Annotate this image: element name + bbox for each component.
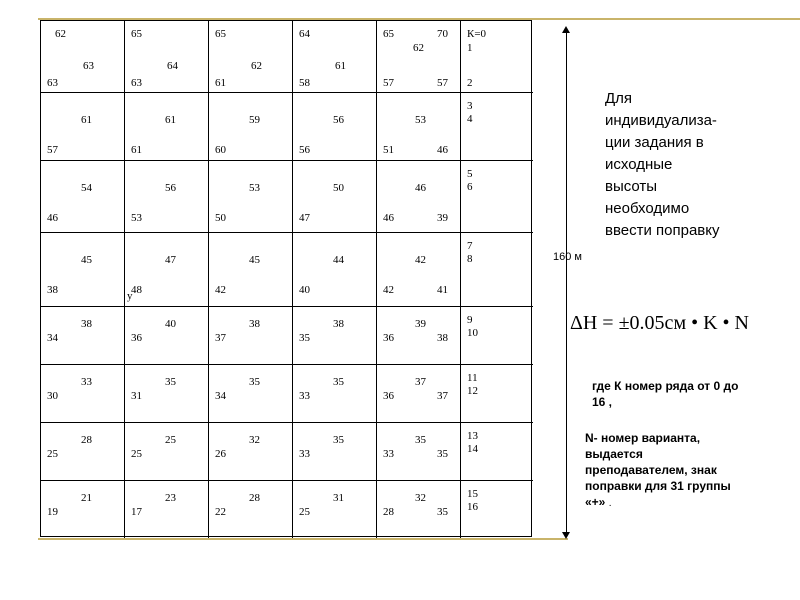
- grid-value: 35: [333, 376, 344, 388]
- grid-value: 35: [437, 448, 448, 460]
- grid-value: 59: [249, 114, 260, 126]
- sign-value: «+»: [585, 495, 606, 509]
- grid-cell: [41, 93, 125, 161]
- grid-cell: [41, 21, 125, 93]
- grid-value: 10: [467, 327, 478, 339]
- grid-value: 32: [249, 434, 260, 446]
- grid-value: 63: [131, 77, 142, 89]
- grid-value: 38: [47, 284, 58, 296]
- grid-cell: [209, 481, 293, 538]
- grid-cell: [125, 161, 209, 233]
- note-n-line1: N- номер варианта,: [585, 431, 701, 445]
- grid-value: 36: [383, 390, 394, 402]
- grid-value: 53: [249, 182, 260, 194]
- grid-value: 61: [81, 114, 92, 126]
- grid-cell: [125, 93, 209, 161]
- grid-value: 33: [299, 390, 310, 402]
- grid-value: 38: [333, 318, 344, 330]
- grid-cell: [209, 423, 293, 481]
- grid-value: 5: [467, 168, 473, 180]
- note-n: [585, 430, 731, 512]
- arrow-up-icon: [562, 26, 570, 33]
- grid-value: 42: [415, 254, 426, 266]
- grid-value: 65: [383, 28, 394, 40]
- side-text-line: высоты: [605, 178, 658, 195]
- grid-value: 33: [299, 448, 310, 460]
- grid-value: 4: [467, 113, 473, 125]
- side-text-line: ввести поправку: [605, 222, 720, 239]
- arrow-down-icon: [562, 532, 570, 539]
- grid-value: 40: [299, 284, 310, 296]
- grid-value: 48: [131, 284, 142, 296]
- grid-value: 62: [413, 42, 424, 54]
- grid-value: 56: [165, 182, 176, 194]
- row-index-cell: [461, 481, 533, 538]
- grid-cell: [41, 161, 125, 233]
- grid-value: 50: [215, 212, 226, 224]
- grid-value: 28: [81, 434, 92, 446]
- grid-cell: [209, 161, 293, 233]
- grid-value: 46: [47, 212, 58, 224]
- grid-value: 28: [249, 492, 260, 504]
- grid-value: 30: [47, 390, 58, 402]
- grid-value: 34: [47, 332, 58, 344]
- bottom-rule: [38, 538, 568, 540]
- grid-value: 39: [437, 212, 448, 224]
- grid-value: 3: [467, 100, 473, 112]
- grid-cell: [125, 233, 209, 307]
- grid-cell: [125, 21, 209, 93]
- grid-value: К=0: [467, 28, 487, 40]
- grid-cell: [377, 365, 461, 423]
- grid-value: 8: [467, 253, 473, 265]
- grid-value: 2: [467, 77, 473, 89]
- side-text-line: индивидуализа-: [605, 112, 717, 129]
- grid-value: 42: [383, 284, 394, 296]
- row-index-cell: [461, 307, 533, 365]
- grid-value: 61: [165, 114, 176, 126]
- grid-mark: y: [127, 290, 133, 302]
- grid-value: 9: [467, 314, 473, 326]
- grid-value: 31: [333, 492, 344, 504]
- grid-value: 47: [299, 212, 310, 224]
- grid-value: 25: [299, 506, 310, 518]
- grid-value: 35: [437, 506, 448, 518]
- grid-value: 33: [81, 376, 92, 388]
- grid-cell: [209, 365, 293, 423]
- grid-value: 51: [383, 144, 394, 156]
- grid-value: 61: [215, 77, 226, 89]
- grid-cell: [41, 233, 125, 307]
- grid-value: 14: [467, 443, 478, 455]
- grid-value: 26: [215, 448, 226, 460]
- grid-value: 33: [383, 448, 394, 460]
- grid-cell: [125, 423, 209, 481]
- grid-cell: [293, 307, 377, 365]
- grid-value: 15: [467, 488, 478, 500]
- grid-value: 23: [165, 492, 176, 504]
- row-index-cell: [461, 21, 533, 93]
- grid-value: 12: [467, 385, 478, 397]
- grid-value: 56: [333, 114, 344, 126]
- grid-value: 41: [437, 284, 448, 296]
- note-k-line1: где К номер ряда от 0 до: [592, 379, 739, 393]
- grid-value: 44: [333, 254, 344, 266]
- grid-cell: [125, 365, 209, 423]
- elevation-grid: [40, 20, 532, 537]
- grid-value: 40: [165, 318, 176, 330]
- grid-value: 32: [415, 492, 426, 504]
- grid-value: 37: [215, 332, 226, 344]
- grid-cell: [377, 161, 461, 233]
- grid-value: 61: [131, 144, 142, 156]
- grid-cell: [377, 233, 461, 307]
- grid-value: 25: [47, 448, 58, 460]
- grid-cell: [209, 307, 293, 365]
- grid-cell: [377, 481, 461, 538]
- grid-value: 1: [467, 42, 473, 54]
- grid-value: 35: [249, 376, 260, 388]
- row-index-cell: [461, 161, 533, 233]
- grid-value: 21: [81, 492, 92, 504]
- grid-value: 19: [47, 506, 58, 518]
- side-text-line: исходные: [605, 156, 673, 173]
- note-n-tail: .: [608, 498, 612, 509]
- grid-value: 64: [299, 28, 310, 40]
- grid-cell: [209, 233, 293, 307]
- grid-cell: [293, 161, 377, 233]
- grid-value: 7: [467, 240, 473, 252]
- dimension-label: 160 м: [553, 251, 582, 263]
- note-k-line2: 16 ,: [592, 395, 613, 409]
- grid-cell: [377, 307, 461, 365]
- grid-value: 17: [131, 506, 142, 518]
- grid-value: 34: [215, 390, 226, 402]
- grid-value: 35: [165, 376, 176, 388]
- grid-value: 13: [467, 430, 478, 442]
- side-text-line: Для: [605, 90, 633, 107]
- grid-value: 47: [165, 254, 176, 266]
- grid-cell: [293, 481, 377, 538]
- grid-value: 6: [467, 181, 473, 193]
- grid-value: 56: [299, 144, 310, 156]
- grid-value: 53: [131, 212, 142, 224]
- grid-value: 60: [215, 144, 226, 156]
- grid-value: 37: [437, 390, 448, 402]
- grid-value: 28: [383, 506, 394, 518]
- grid-value: 45: [81, 254, 92, 266]
- grid-cell: [293, 233, 377, 307]
- formula: ΔH = ±0.05см • K • N: [570, 312, 749, 334]
- grid-cell: [293, 365, 377, 423]
- grid-value: 16: [467, 501, 478, 513]
- grid-value: 45: [249, 254, 260, 266]
- grid-value: 11: [467, 372, 478, 384]
- side-text-line: необходимо: [605, 200, 690, 217]
- grid-cell: [377, 423, 461, 481]
- grid-value: 62: [251, 60, 262, 72]
- grid-value: 63: [47, 77, 58, 89]
- grid-value: 31: [131, 390, 142, 402]
- grid-cell: [293, 21, 377, 93]
- grid-value: 64: [167, 60, 178, 72]
- row-index-cell: [461, 93, 533, 161]
- grid-value: 57: [47, 144, 58, 156]
- grid-value: 35: [415, 434, 426, 446]
- grid-cell: [41, 307, 125, 365]
- grid-value: 35: [333, 434, 344, 446]
- row-index-cell: [461, 423, 533, 481]
- side-text: [605, 88, 720, 242]
- grid-value: 46: [415, 182, 426, 194]
- grid-value: 25: [131, 448, 142, 460]
- side-text-line: ции задания в: [605, 134, 704, 151]
- grid-cell: [293, 93, 377, 161]
- grid-cell: [377, 93, 461, 161]
- grid-value: 50: [333, 182, 344, 194]
- grid-cell: [41, 481, 125, 538]
- grid-value: 39: [415, 318, 426, 330]
- grid-value: 63: [83, 60, 94, 72]
- note-n-line3: преподавателем, знак: [585, 463, 717, 477]
- note-n-line4: поправки для 31 группы: [585, 479, 731, 493]
- row-index-cell: [461, 365, 533, 423]
- grid-cell: [293, 423, 377, 481]
- grid-value: 25: [165, 434, 176, 446]
- grid-value: 22: [215, 506, 226, 518]
- grid-value: 36: [383, 332, 394, 344]
- grid-cell: [209, 21, 293, 93]
- grid-cell: [377, 21, 461, 93]
- grid-value: 54: [81, 182, 92, 194]
- grid-value: 57: [437, 77, 448, 89]
- grid-value: 57: [383, 77, 394, 89]
- grid-cell: [125, 307, 209, 365]
- grid-value: 61: [335, 60, 346, 72]
- note-n-line5: [585, 494, 731, 512]
- row-index-cell: [461, 233, 533, 307]
- grid-cell: [41, 423, 125, 481]
- grid-value: 46: [437, 144, 448, 156]
- grid-cell: [125, 481, 209, 538]
- grid-value: 53: [415, 114, 426, 126]
- grid-value: 36: [131, 332, 142, 344]
- grid-value: 38: [437, 332, 448, 344]
- grid-value: 62: [55, 28, 66, 40]
- grid-value: 42: [215, 284, 226, 296]
- grid-value: 58: [299, 77, 310, 89]
- grid-value: 65: [215, 28, 226, 40]
- dimension-line: [566, 30, 567, 535]
- note-n-line2: выдается: [585, 447, 643, 461]
- grid-value: 38: [249, 318, 260, 330]
- note-k: [592, 378, 738, 410]
- grid-value: 35: [299, 332, 310, 344]
- grid-value: 70: [437, 28, 448, 40]
- grid-value: 46: [383, 212, 394, 224]
- grid-cell: [209, 93, 293, 161]
- grid-cell: [41, 365, 125, 423]
- grid-value: 38: [81, 318, 92, 330]
- grid-value: 65: [131, 28, 142, 40]
- grid-value: 37: [415, 376, 426, 388]
